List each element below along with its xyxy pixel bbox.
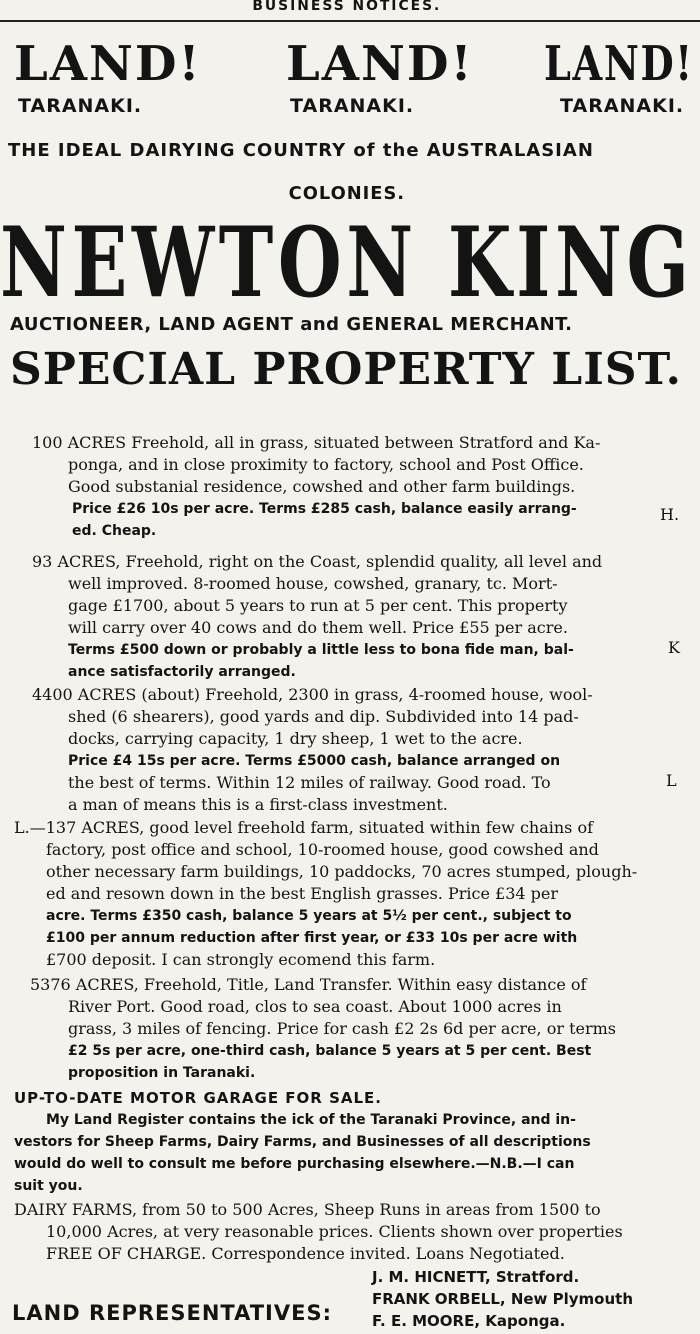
land-heading-left: LAND!	[14, 36, 202, 92]
register-line: My Land Register contains the ick of the Taranaki Province, and in-	[46, 1112, 576, 1128]
colonies-line: COLONIES.	[288, 183, 406, 204]
listing-5376-line: proposition in Taranaki.	[68, 1065, 256, 1081]
dairy-farms-line: 10,000 Acres, at very reasonable prices. Clients shown over properties	[46, 1222, 623, 1241]
listing-k-mark: K	[668, 638, 680, 657]
special-property-list-title: SPECIAL PROPERTY LIST.	[10, 344, 682, 395]
listing-h-line: Good substanial residence, cowshed and other farm buildings.	[68, 477, 576, 496]
listing-137-line: other necessary farm buildings, 10 paddocks, 70 acres stumped, plough-	[46, 862, 638, 881]
listing-k-line: 93 ACRES, Freehold, right on the Coast, splendid quality, all level and	[32, 552, 603, 571]
listing-5376-line: River Port. Good road, clos to sea coast. About 1000 acres in	[68, 997, 562, 1016]
auctioneer-line: AUCTIONEER, LAND AGENT and GENERAL MERCHANT.	[10, 314, 573, 335]
land-representatives-label: LAND REPRESENTATIVES:	[12, 1301, 332, 1325]
dairy-farms-line: DAIRY FARMS, from 50 to 500 Acres, Sheep Runs in areas from 1500 to	[14, 1200, 601, 1219]
land-heading-center: LAND!	[286, 36, 474, 92]
register-line: would do well to consult me before purchasing elsewhere.—N.B.—I can	[14, 1156, 575, 1172]
listing-137-line: ed and resown down in the best English grasses. Price £34 per	[46, 884, 559, 903]
listing-k-line: will carry over 40 cows and do them well. Price £55 per acre.	[68, 618, 568, 637]
listing-137-line: acre. Terms £350 cash, balance 5 years at 5½ per cent., subject to	[46, 908, 572, 924]
listing-5376-line: grass, 3 miles of fencing. Price for cash £2 2s 6d per acre, or terms	[68, 1019, 616, 1038]
representative-moore: F. E. MOORE, Kaponga.	[372, 1312, 566, 1330]
listing-h-line: Price £26 10s per acre. Terms £285 cash, balance easily arrang-	[72, 501, 577, 517]
dairy-farms-line: FREE OF CHARGE. Correspondence invited. Loans Negotiated.	[46, 1244, 565, 1263]
listing-l-line: Price £4 15s per acre. Terms £5000 cash, balance arranged on	[68, 753, 561, 769]
taranaki-left: TARANAKI.	[18, 95, 143, 117]
representative-orbell: FRANK ORBELL, New Plymouth	[372, 1290, 634, 1308]
listing-l-line: shed (6 shearers), good yards and dip. Subdivided into 14 pad-	[68, 707, 579, 726]
listing-k-line: gage £1700, about 5 years to run at 5 per cent. This property	[68, 596, 568, 615]
listing-l-line: docks, carrying capacity, 1 dry sheep, 1 wet to the acre.	[68, 729, 523, 748]
listing-h-line: 100 ACRES Freehold, all in grass, situated between Stratford and Ka-	[32, 433, 601, 452]
listing-l-line: 4400 ACRES (about) Freehold, 2300 in grass, 4-roomed house, wool-	[32, 685, 593, 704]
listing-k-line: ance satisfactorily arranged.	[68, 664, 296, 680]
listing-h-mark: H.	[660, 505, 680, 524]
listing-l-line: a man of means this is a first-class investment.	[68, 795, 448, 814]
listing-k-line: well improved. 8-roomed house, cowshed, granary, tc. Mort-	[68, 574, 558, 593]
garage-heading: UP-TO-DATE MOTOR GARAGE FOR SALE.	[14, 1089, 382, 1107]
listing-l-mark: L	[666, 771, 677, 790]
newton-king-title: NEWTON KING	[0, 206, 694, 319]
taranaki-center: TARANAKI.	[290, 95, 415, 117]
listing-137-line: L.—137 ACRES, good level freehold farm, situated within few chains of	[14, 818, 594, 837]
listing-5376-line: 5376 ACRES, Freehold, Title, Land Transfer. Within easy distance of	[30, 975, 587, 994]
register-line: vestors for Sheep Farms, Dairy Farms, and Businesses of all descriptions	[14, 1134, 591, 1150]
listing-h-line: ed. Cheap.	[72, 523, 157, 539]
listing-137-line: factory, post office and school, 10-roomed house, good cowshed and	[46, 840, 599, 859]
listing-137-line: £100 per annum reduction after first year, or £33 10s per acre with	[46, 930, 578, 946]
listing-h-line: ponga, and in close proximity to factory, school and Post Office.	[68, 455, 584, 474]
section-header: BUSINESS NOTICES.	[252, 0, 442, 14]
listing-k-line: Terms £500 down or probably a little less to bona fide man, bal-	[68, 642, 574, 658]
register-line: suit you.	[14, 1178, 83, 1194]
representative-hicnett: J. M. HICNETT, Stratford.	[372, 1268, 580, 1286]
listing-l-line: the best of terms. Within 12 miles of railway. Good road. To	[68, 773, 551, 792]
ideal-dairying-line: THE IDEAL DAIRYING COUNTRY of the AUSTRALASIAN	[8, 140, 594, 161]
header-rule	[0, 20, 700, 22]
land-heading-right: LAND!	[544, 36, 694, 92]
listing-137-line: £700 deposit. I can strongly ecomend this farm.	[46, 950, 436, 969]
taranaki-right: TARANAKI.	[560, 95, 685, 117]
listing-5376-line: £2 5s per acre, one-third cash, balance 5 years at 5 per cent. Best	[68, 1043, 592, 1059]
